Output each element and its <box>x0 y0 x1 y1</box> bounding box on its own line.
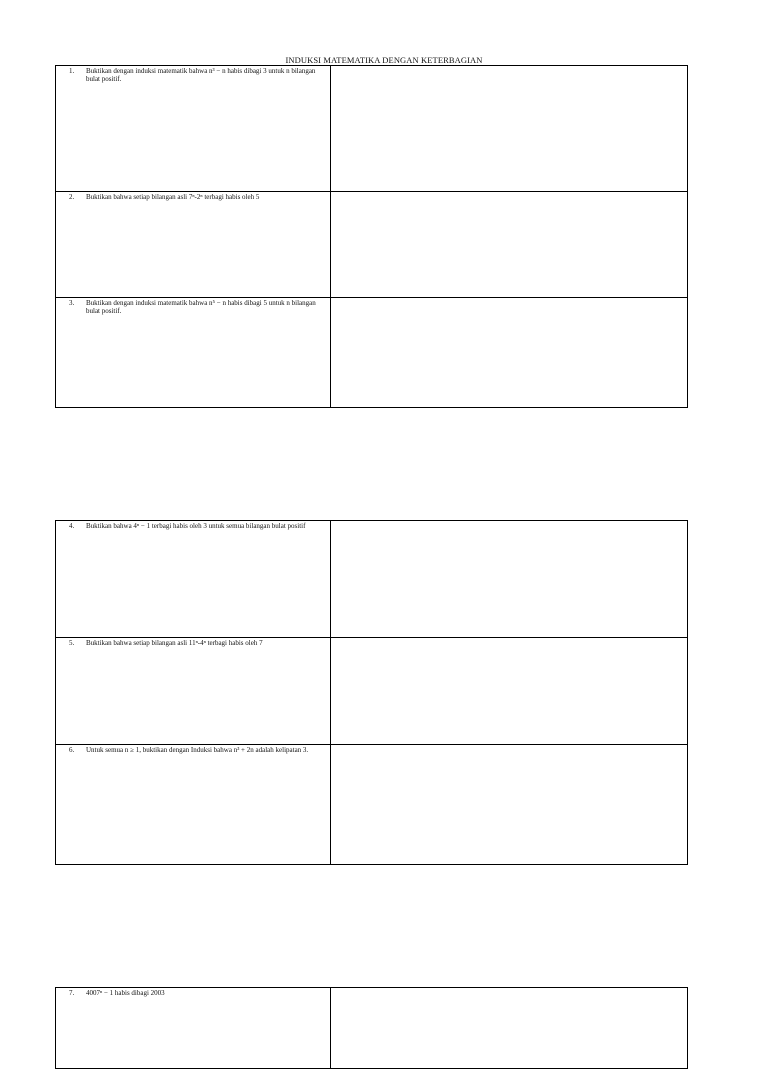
answer-cell-7[interactable] <box>331 988 687 1068</box>
question-cell-4 <box>56 521 331 637</box>
problem-row-3 <box>56 297 687 407</box>
problem-row-2 <box>56 191 687 297</box>
question-number: 4. <box>69 522 75 530</box>
answer-cell-4[interactable] <box>331 521 687 637</box>
problem-table-3 <box>55 987 688 1069</box>
question-number: 5. <box>69 639 75 647</box>
question-text: Buktikan bahwa setiap bilangan asli 7ⁿ-2ⁿ terbagi habis oleh 5 <box>86 193 260 201</box>
answer-cell-3[interactable] <box>331 298 687 407</box>
answer-cell-5[interactable] <box>331 638 687 744</box>
document-title: INDUKSI MATEMATIKA DENGAN KETERBAGIAN <box>285 55 483 65</box>
answer-cell-1[interactable] <box>331 66 687 191</box>
question-number: 2. <box>69 193 75 201</box>
problem-table-1 <box>55 65 688 408</box>
question-cell-6 <box>56 745 331 864</box>
question-text: Buktikan bahwa 4ⁿ − 1 terbagi habis oleh 3 untuk semua bilangan bulat positif <box>86 522 306 530</box>
answer-cell-2[interactable] <box>331 192 687 297</box>
problem-table-2 <box>55 520 688 865</box>
question-cell-2 <box>56 192 331 297</box>
question-cell-3 <box>56 298 331 407</box>
question-number: 1. <box>69 67 75 75</box>
question-text: Buktikan bahwa setiap bilangan asli 11ⁿ-4ⁿ terbagi habis oleh 7 <box>86 639 263 647</box>
question-text: Untuk semua n ≥ 1, buktikan dengan Induksi bahwa n³ + 2n adalah kelipatan 3. <box>86 746 309 754</box>
question-number: 6. <box>69 746 75 754</box>
question-cell-5 <box>56 638 331 744</box>
question-cell-1 <box>56 66 331 191</box>
problem-row-4 <box>56 521 687 637</box>
problem-row-7 <box>56 988 687 1068</box>
problem-row-5 <box>56 637 687 744</box>
question-number: 3. <box>69 299 75 307</box>
problem-row-6 <box>56 744 687 864</box>
question-text: 4007ⁿ − 1 habis dibagi 2003 <box>86 989 165 997</box>
answer-cell-6[interactable] <box>331 745 687 864</box>
problem-row-1 <box>56 66 687 191</box>
question-text: Buktikan dengan induksi matematik bahwa n⁵ − n habis dibagi 5 untuk n bilangan bulat positif. <box>86 299 316 315</box>
question-text: Buktikan dengan induksi matematik bahwa n³ − n habis dibagi 3 untuk n bilangan bulat positif. <box>86 67 316 83</box>
question-cell-7 <box>56 988 331 1068</box>
question-number: 7. <box>69 989 75 997</box>
